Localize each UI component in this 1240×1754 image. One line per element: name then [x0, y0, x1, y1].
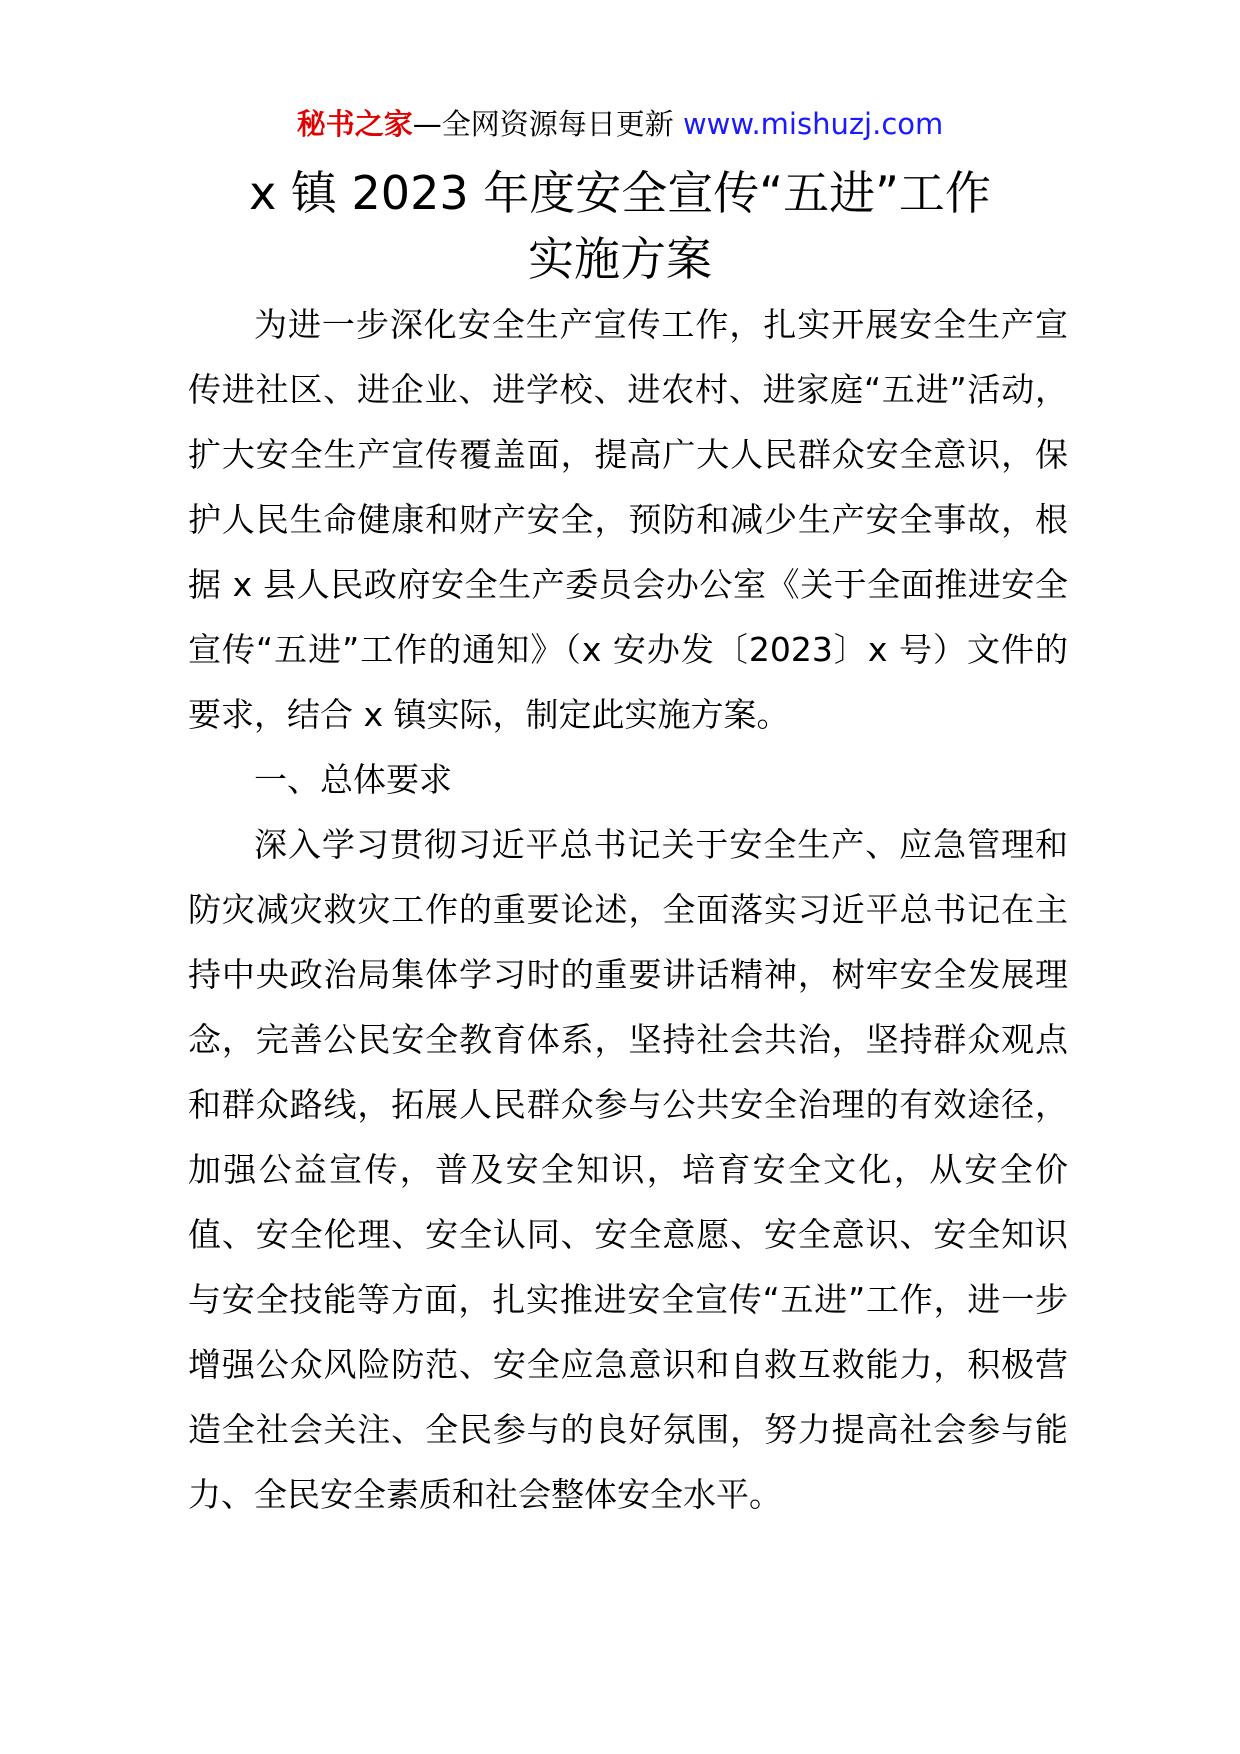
- intro-paragraph: 为进一步深化安全生产宣传工作，扎实开展安全生产宣传进社区、进企业、进学校、进农村、进家庭“五进”活动，扩大安全生产宣传覆盖面，提高广大人民群众安全意识，保护人民生命健康和财产安全，预防和减少生产安全事故，根据 x 县人民政府安全生产委员会办公室《关于全面推进安全宣传“五进”工作的通知》（x 安办发〔2023〕x 号）文件的要求，结合 x 镇实际，制定此实施方案。: [188, 305, 1068, 734]
- header-slogan: —全网资源每日更新: [412, 107, 683, 141]
- section-heading-general-requirements: 一、总体要求: [254, 760, 452, 799]
- title-line-1: x 镇 2023 年度安全宣传“五进”工作: [249, 166, 991, 220]
- document-title: [0, 160, 1240, 292]
- general-requirements-paragraph: 深入学习贯彻习近平总书记关于安全生产、应急管理和防灾减灾救灾工作的重要论述，全面落实习近平总书记在主持中央政治局集体学习时的重要讲话精神，树牢安全发展理念，完善公民安全教育体系，坚持社会共治，坚持群众观点和群众路线，拓展人民群众参与公共安全治理的有效途径，加强公益宣传，普及安全知识，培育安全文化，从安全价值、安全伦理、安全认同、安全意愿、安全意识、安全知识与安全技能等方面，扎实推进安全宣传“五进”工作，进一步增强公众风险防范、安全应急意识和自救互救能力，积极营造全社会关注、全民参与的良好氛围，努力提高社会参与能力、全民安全素质和社会整体安全水平。: [188, 825, 1068, 1514]
- title-line-2: 实施方案: [528, 232, 712, 286]
- document-body: [188, 292, 1068, 1527]
- site-url-link[interactable]: www.mishuzj.com: [682, 107, 944, 141]
- site-header: [0, 104, 1240, 144]
- brand-name: 秘书之家: [296, 107, 413, 141]
